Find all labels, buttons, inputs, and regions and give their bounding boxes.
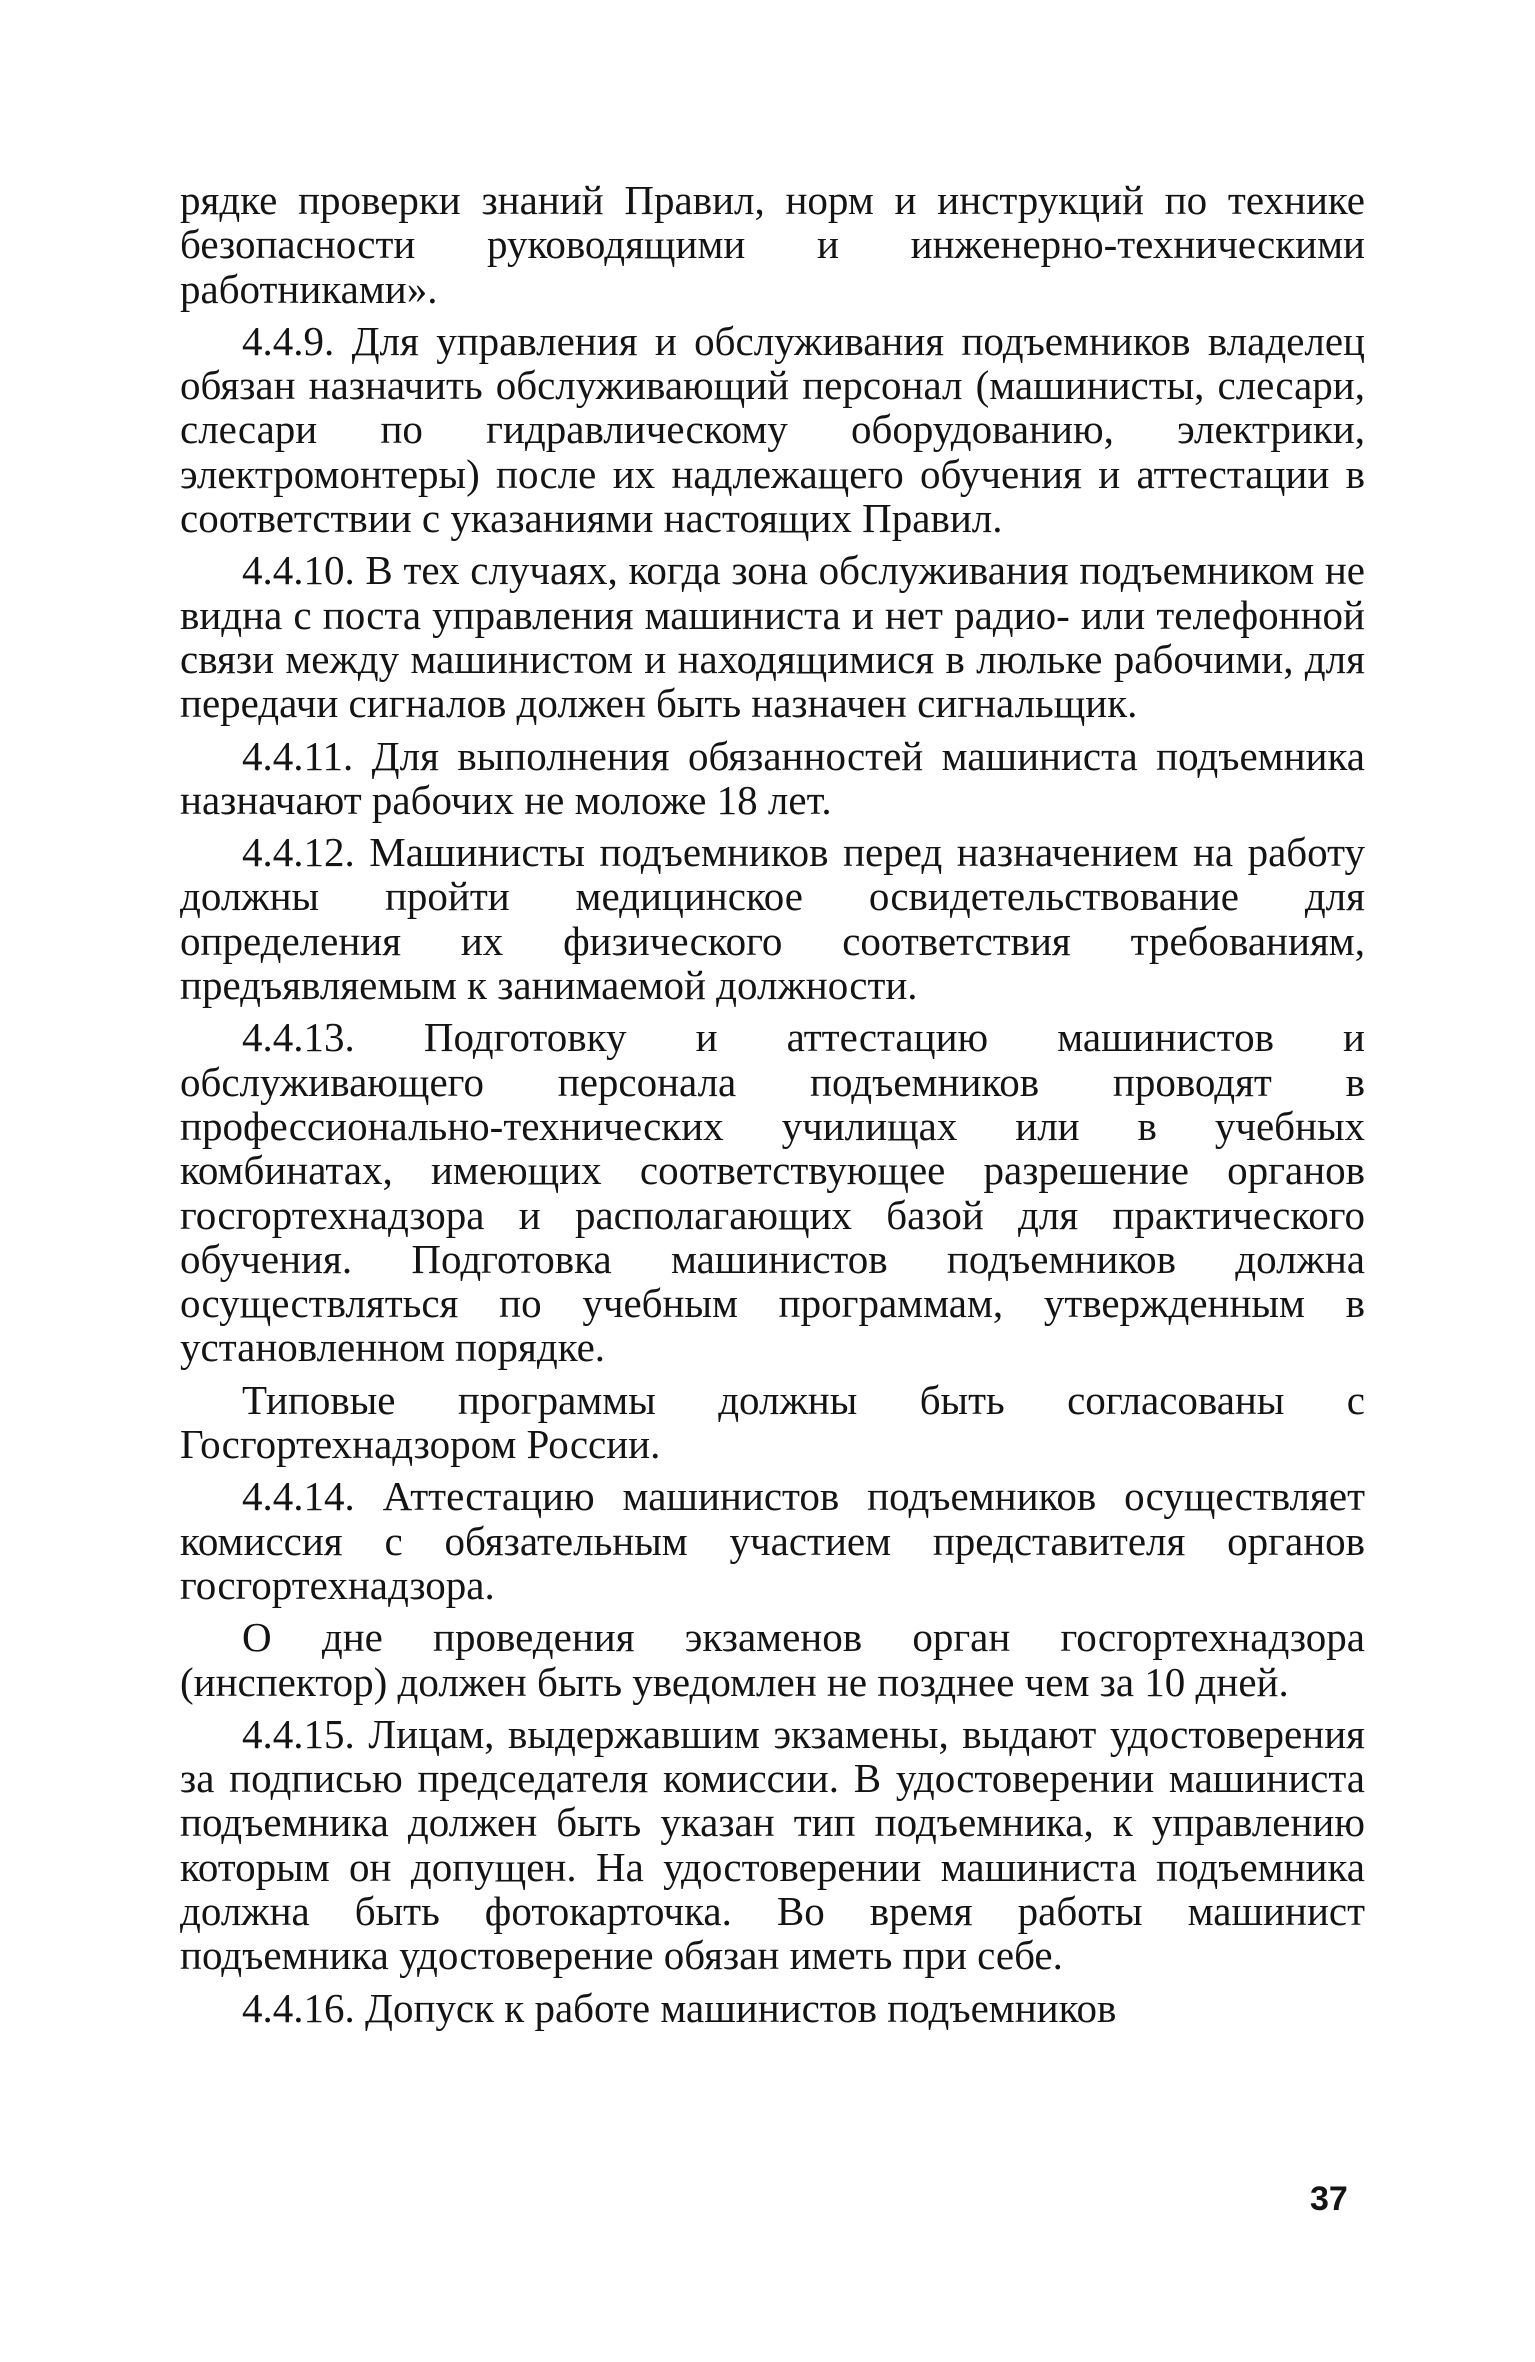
paragraph-typical-programs: Типовые программы должны быть согласованы с Госгортехнадзором России.	[180, 1376, 1365, 1468]
paragraph-4-4-12: 4.4.12. Машинисты подъемников перед назначением на работу должны пройти медицинское освидетельствование для определения их физического соответствия требованиям, предъявляемым к занимаемой должности.	[180, 829, 1365, 1009]
paragraph-4-4-14: 4.4.14. Аттестацию машинистов подъемников осуществляет комиссия с обязательным участием представителя органов госгортехнадзора.	[180, 1473, 1365, 1608]
paragraph-4-4-15: 4.4.15. Лицам, выдержавшим экзамены, выдают удостоверения за подписью председателя комиссии. В удостоверении машиниста подъемника должен быть указан тип подъемника, к управлению которым он допущен. На удостоверении машиниста подъемника должна быть фотокарточка. Во время работы машинист подъемника удостоверение обязан иметь при себе.	[180, 1710, 1365, 1979]
paragraph-continuation: рядке проверки знаний Правил, норм и инструкций по технике безопасности руководящими и инженерно-техническими работниками».	[180, 177, 1365, 312]
paragraph-4-4-13: 4.4.13. Подготовку и аттестацию машинистов и обслуживающего персонала подъемников проводят в профессионально-технических училищах или в учебных комбинатах, имеющих соответствующее разрешение органов госгортехнадзора и располагающих базой для практического обучения. Подготовка машинистов подъемников должна осуществляться по учебным программам, утвержденным в установленном порядке.	[180, 1014, 1365, 1371]
paragraph-4-4-11: 4.4.11. Для выполнения обязанностей машиниста подъемника назначают рабочих не моложе 18 лет.	[180, 732, 1365, 823]
paragraph-4-4-16: 4.4.16. Допуск к работе машинистов подъемников	[242, 1984, 1117, 2031]
paragraph-4-4-10: 4.4.10. В тех случаях, когда зона обслуживания подъемником не видна с поста управления машиниста и нет радио- или телефонной связи между машинистом и находящимися в люльке рабочими, для передачи сигналов должен быть назначен сигнальщик.	[180, 547, 1365, 727]
paragraph-exam-notice: О дне проведения экзаменов орган госгортехнадзора (инспектор) должен быть уведомлен не позднее чем за 10 дней.	[180, 1614, 1365, 1705]
page-body	[180, 178, 1365, 2038]
page-number: 37	[1310, 2180, 1348, 2218]
paragraph-4-4-9: 4.4.9. Для управления и обслуживания подъемников владелец обязан назначить обслуживающий персонал (машинисты, слесари, слесари по гидравлическому оборудованию, электрики, электромонтеры) после их надлежащего обучения и аттестации в соответствии с указаниями настоящих Правил.	[180, 317, 1365, 542]
